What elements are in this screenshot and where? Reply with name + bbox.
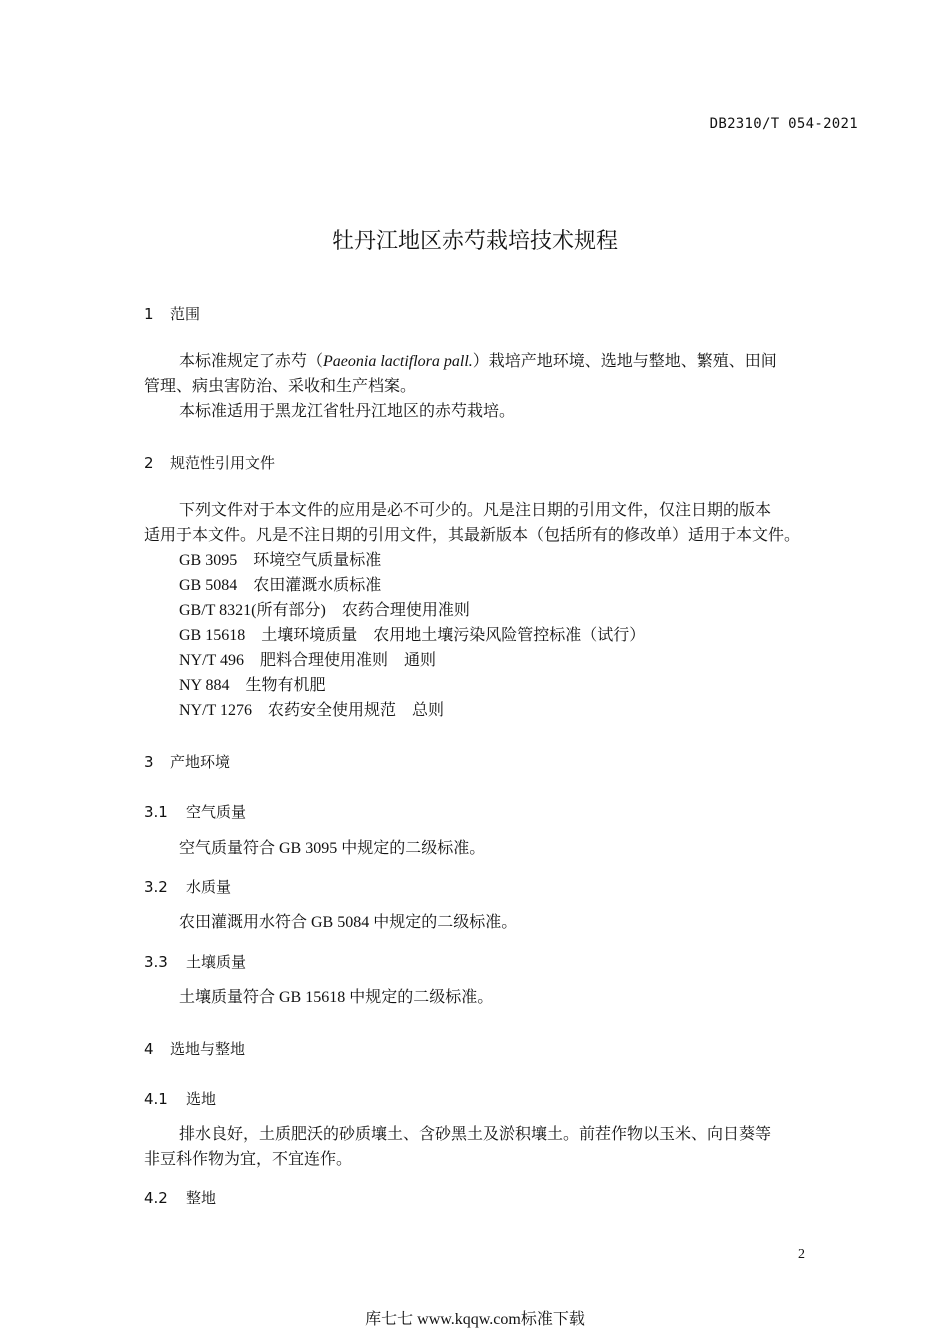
subsection-number: 3.3 xyxy=(144,953,168,971)
section-number: 2 xyxy=(144,454,154,472)
subsection-number: 4.1 xyxy=(144,1090,168,1108)
section-3-heading xyxy=(144,751,230,772)
paragraph-text: 管理、病虫害防治、采收和生产档案。 xyxy=(144,378,417,395)
subsection-3-3-heading xyxy=(144,951,246,972)
subsection-4-1-heading xyxy=(144,1088,216,1109)
subsection-3-1-text xyxy=(144,836,809,861)
subsection-title: 水质量 xyxy=(186,878,232,896)
subsection-title: 空气质量 xyxy=(186,803,247,821)
section-4-heading xyxy=(144,1038,245,1059)
document-title: 牡丹江地区赤芍栽培技术规程 xyxy=(331,229,618,254)
section-1-paragraph-1 xyxy=(144,349,809,399)
section-title: 产地环境 xyxy=(170,753,231,771)
reference-item: GB 15618 土壤环境质量 农用地土壤污染风险管控标准（试行） xyxy=(179,627,646,644)
paragraph-text: 本标准适用于黑龙江省牡丹江地区的赤芍栽培。 xyxy=(179,403,516,420)
subsection-3-1-heading xyxy=(144,801,246,822)
section-2-heading xyxy=(144,452,275,473)
reference-item: GB/T 8321(所有部分) 农药合理使用准则 xyxy=(179,602,470,619)
subsection-title: 选地 xyxy=(186,1090,217,1108)
paragraph-text: ）栽培产地环境、选地与整地、繁殖、田间 xyxy=(472,353,777,370)
reference-item: GB 3095 环境空气质量标准 xyxy=(179,552,382,569)
paragraph-text: 农田灌溉用水符合 GB 5084 中规定的二级标准。 xyxy=(179,914,518,931)
paragraph-text: 土壤质量符合 GB 15618 中规定的二级标准。 xyxy=(179,989,494,1006)
paragraph-text: 非豆科作物为宜，不宜连作。 xyxy=(144,1151,353,1168)
section-title: 规范性引用文件 xyxy=(170,454,276,472)
section-title: 范围 xyxy=(170,305,201,323)
paragraph-text: 排水良好，土质肥沃的砂质壤土、含砂黑土及淤积壤土。前茬作物以玉米、向日葵等 xyxy=(179,1126,772,1143)
subsection-title: 整地 xyxy=(186,1189,217,1207)
subsection-4-1-text xyxy=(144,1122,809,1172)
paragraph-text: 空气质量符合 GB 3095 中规定的二级标准。 xyxy=(179,840,486,857)
subsection-3-2-heading xyxy=(144,876,231,897)
reference-item: NY 884 生物有机肥 xyxy=(179,677,326,694)
reference-item: NY/T 496 肥料合理使用准则 通则 xyxy=(179,652,437,669)
paragraph-text: 适用于本文件。凡是不注日期的引用文件，其最新版本（包括所有的修改单）适用于本文件。 xyxy=(144,527,801,544)
footer-watermark: 库七七 www.kqqw.com标准下载 xyxy=(365,1311,585,1328)
section-number: 1 xyxy=(144,305,154,323)
paragraph-text: 本标准规定了赤芍（ xyxy=(179,353,324,370)
section-number: 4 xyxy=(144,1040,154,1058)
section-2-paragraph xyxy=(144,498,809,548)
latin-name: Paeonia lactiflora pall. xyxy=(323,353,473,370)
section-number: 3 xyxy=(144,753,154,771)
subsection-3-2-text xyxy=(144,910,809,935)
reference-item: NY/T 1276 农药安全使用规范 总则 xyxy=(179,702,445,719)
subsection-title: 土壤质量 xyxy=(186,953,247,971)
subsection-4-2-heading xyxy=(144,1187,216,1208)
section-title: 选地与整地 xyxy=(170,1040,246,1058)
paragraph-text: 下列文件对于本文件的应用是必不可少的。凡是注日期的引用文件，仅注日期的版本 xyxy=(179,502,772,519)
subsection-number: 3.2 xyxy=(144,878,168,896)
subsection-3-3-text xyxy=(144,985,809,1010)
subsection-number: 3.1 xyxy=(144,803,168,821)
page-number: 2 xyxy=(798,1247,805,1262)
section-1-heading xyxy=(144,303,200,324)
reference-item: GB 5084 农田灌溉水质标准 xyxy=(179,577,382,594)
standard-code: DB2310/T 054-2021 xyxy=(709,116,858,132)
subsection-number: 4.2 xyxy=(144,1189,168,1207)
section-1-paragraph-2 xyxy=(144,399,809,424)
